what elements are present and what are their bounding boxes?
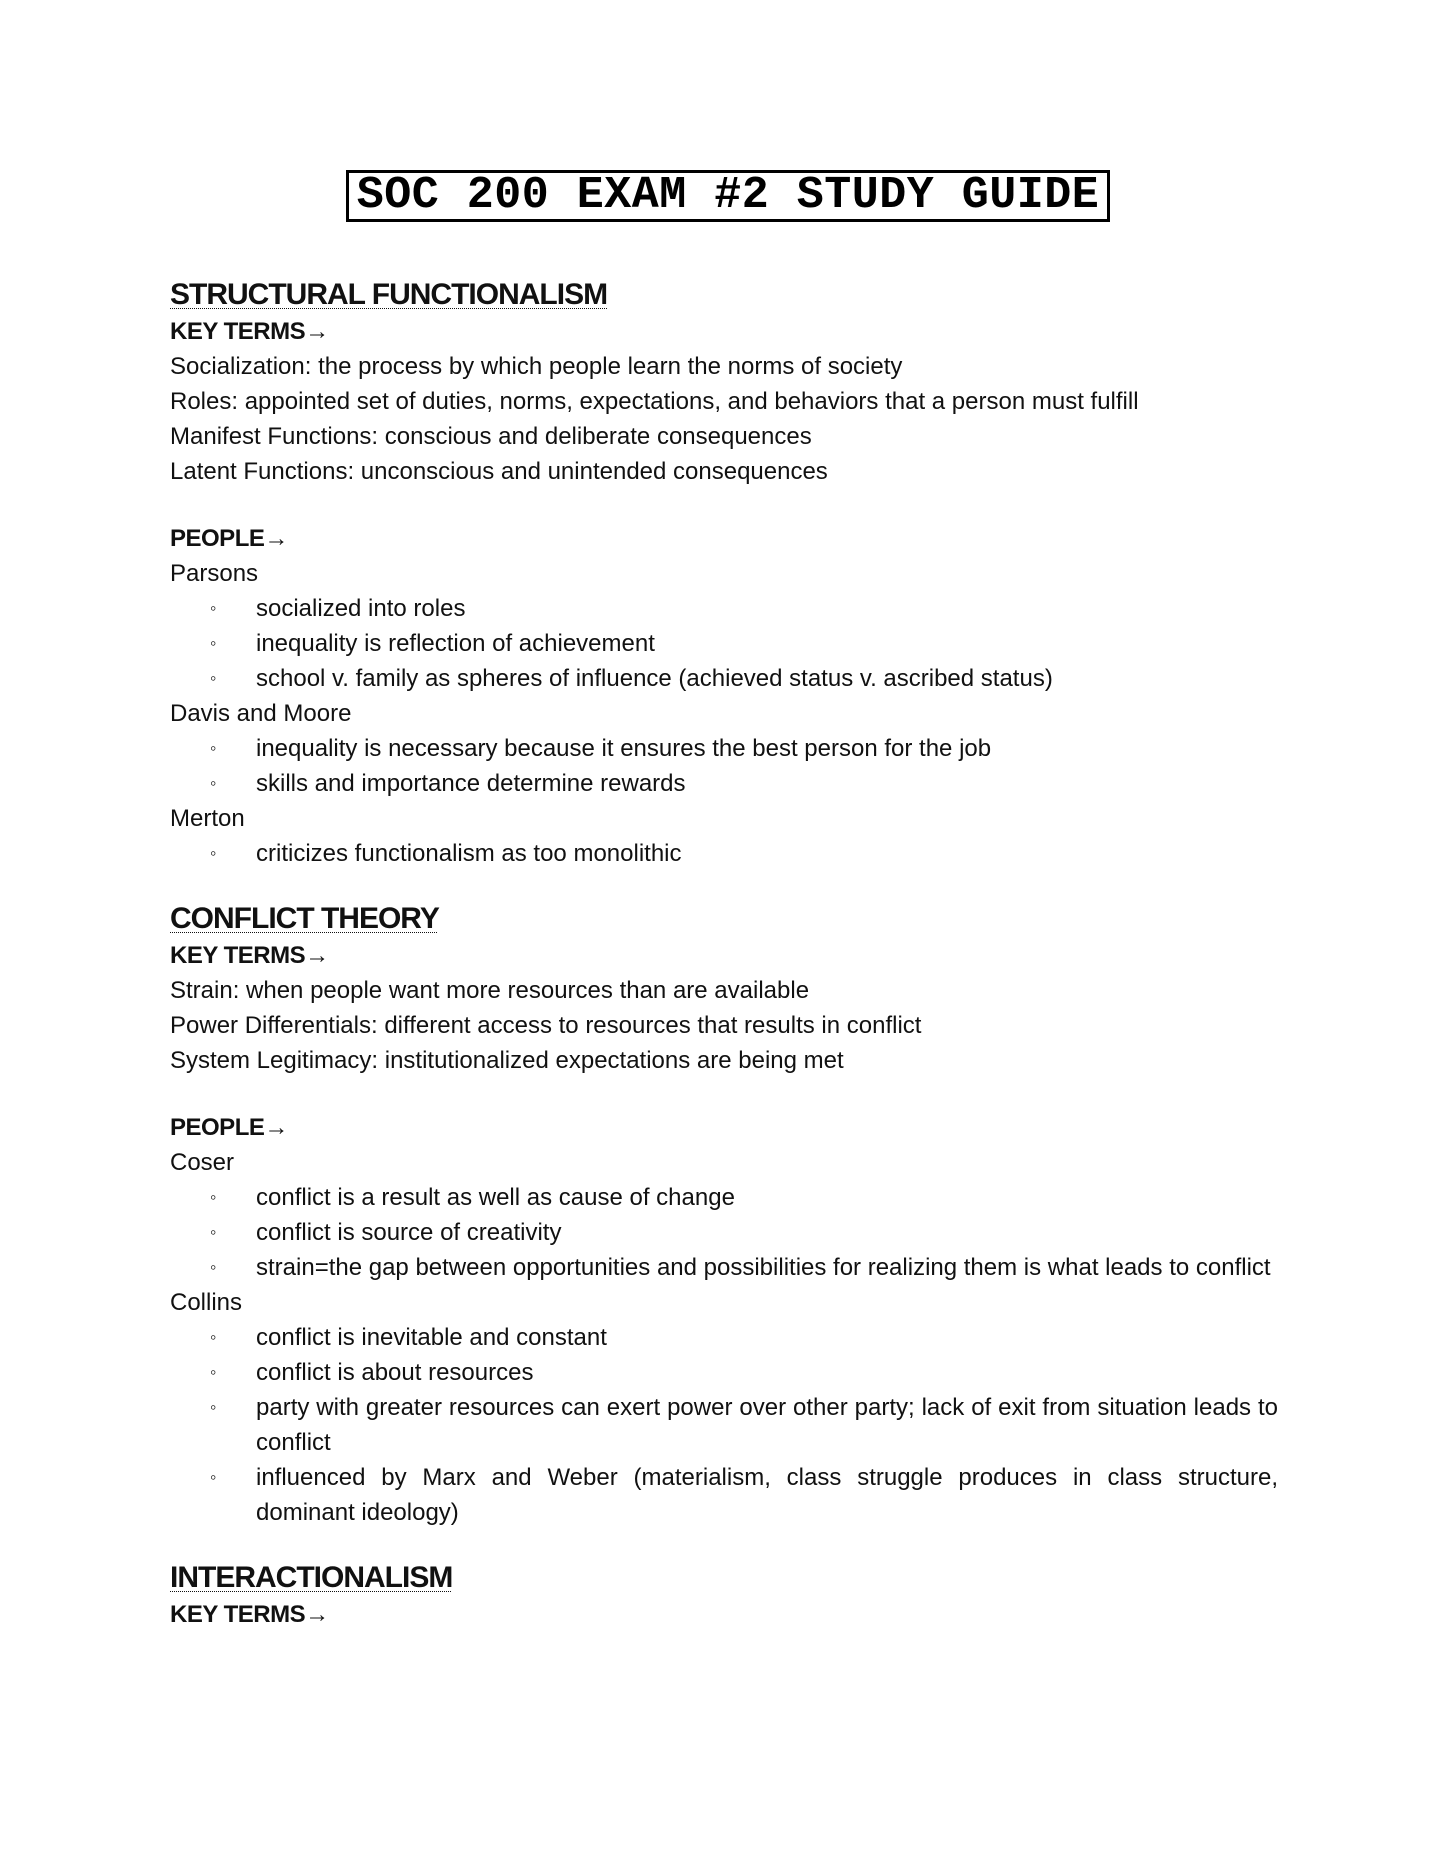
key-term: Roles: appointed set of duties, norms, expectations, and behaviors that a person must fulfill: [170, 388, 1139, 415]
section-heading: CONFLICT THEORY: [170, 902, 439, 935]
person-points: [170, 731, 1280, 801]
list-item: ◦ socialized into roles: [256, 591, 1280, 626]
list-item: ◦ school v. family as spheres of influence (achieved status v. ascribed status): [256, 661, 1280, 696]
people-label: PEOPLE→: [170, 1114, 288, 1141]
key-terms-label: KEY TERMS→: [170, 1601, 329, 1628]
section-heading: INTERACTIONALISM: [170, 1561, 453, 1594]
section-structural-functionalism: [170, 275, 1280, 871]
person-name: Collins: [170, 1289, 243, 1316]
section-interactionalism: [170, 1558, 1280, 1632]
title-wrapper: [0, 170, 1456, 222]
key-term: Strain: when people want more resources than are available: [170, 977, 810, 1004]
spacer: [170, 871, 1280, 899]
person-points: [170, 836, 1280, 871]
document-title: SOC 200 EXAM #2 STUDY GUIDE: [346, 170, 1111, 222]
list-item: ◦ conflict is about resources: [256, 1355, 1280, 1390]
section-heading: STRUCTURAL FUNCTIONALISM: [170, 278, 608, 311]
person-name: Coser: [170, 1149, 235, 1176]
list-item: ◦ skills and importance determine rewards: [256, 766, 1280, 801]
person-points: [170, 1180, 1280, 1285]
person-name: Merton: [170, 805, 245, 832]
list-item: ◦ party with greater resources can exert power over other party; lack of exit from situation leads to conflict: [256, 1390, 1280, 1460]
key-terms-label: KEY TERMS→: [170, 318, 329, 345]
person-name: Parsons: [170, 560, 259, 587]
section-conflict-theory: [170, 899, 1280, 1530]
list-item: ◦ criticizes functionalism as too monolithic: [256, 836, 1280, 871]
spacer: [170, 1530, 1280, 1558]
key-term: Socialization: the process by which people learn the norms of society: [170, 353, 903, 380]
list-item: ◦ conflict is source of creativity: [256, 1215, 1280, 1250]
list-item: ◦ conflict is inevitable and constant: [256, 1320, 1280, 1355]
spacer: [170, 1078, 1280, 1111]
document-body: [170, 275, 1280, 1632]
key-term: Manifest Functions: conscious and deliberate consequences: [170, 423, 812, 450]
people-label: PEOPLE→: [170, 525, 288, 552]
person-name: Davis and Moore: [170, 700, 352, 727]
list-item: ◦ inequality is necessary because it ensures the best person for the job: [256, 731, 1280, 766]
person-points: [170, 1320, 1280, 1530]
list-item: ◦ inequality is reflection of achievement: [256, 626, 1280, 661]
key-terms-label: KEY TERMS→: [170, 942, 329, 969]
person-points: [170, 591, 1280, 696]
key-term: Power Differentials: different access to resources that results in conflict: [170, 1012, 922, 1039]
list-item: ◦ strain=the gap between opportunities and possibilities for realizing them is what leads to conflict: [256, 1250, 1280, 1285]
list-item: ◦ influenced by Marx and Weber (materialism, class struggle produces in class structure, dominant ideology): [256, 1460, 1280, 1530]
key-term: System Legitimacy: institutionalized expectations are being met: [170, 1047, 844, 1074]
list-item: ◦ conflict is a result as well as cause of change: [256, 1180, 1280, 1215]
key-term: Latent Functions: unconscious and unintended consequences: [170, 458, 828, 485]
spacer: [170, 489, 1280, 522]
